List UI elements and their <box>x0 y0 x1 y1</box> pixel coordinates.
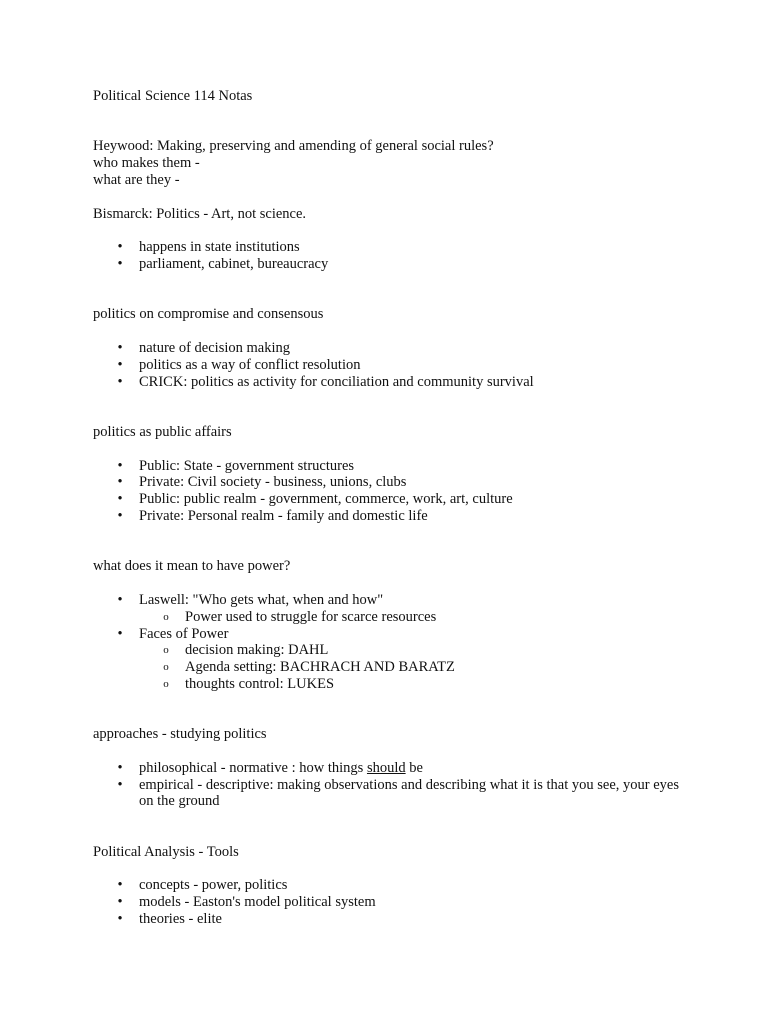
list-item: • theories - elite <box>93 911 693 928</box>
heywood-line-3: what are they - <box>93 171 180 188</box>
heywood-line-2: who makes them - <box>93 155 200 172</box>
list-item: • politics as a way of conflict resolution <box>93 357 693 374</box>
bismarck-heading: Bismarck: Politics - Art, not science. <box>93 205 307 222</box>
compromise-list <box>93 340 693 390</box>
bullet-icon: • <box>117 894 123 911</box>
list-item: • Faces of Power o decision making: DAHL o Agenda setting: BACHRACH AND BARATZ o thoughts control: LUKES <box>93 626 693 693</box>
analysis-heading: Political Analysis - Tools <box>93 843 239 860</box>
sub-list-item: o thoughts control: LUKES <box>139 676 693 693</box>
bullet-icon: • <box>117 507 123 524</box>
bullet-icon: • <box>117 877 123 894</box>
bullet-icon: • <box>117 625 123 642</box>
list-item: • empirical - descriptive: making observations and describing what it is that you see, your eyes on the ground <box>93 777 693 811</box>
sub-bullet-icon: o <box>163 661 169 674</box>
sub-bullet-icon: o <box>163 644 169 657</box>
power-heading: what does it mean to have power? <box>93 558 291 575</box>
list-item: • concepts - power, politics <box>93 877 693 894</box>
public-affairs-list <box>93 458 693 525</box>
list-item: • philosophical - normative : how things should be <box>93 760 693 777</box>
page-title: Political Science 114 Notas <box>93 88 253 104</box>
bullet-icon: • <box>117 239 123 256</box>
approaches-heading: approaches - studying politics <box>93 726 267 743</box>
laswell-sublist <box>139 609 693 626</box>
heywood-line-1: Heywood: Making, preserving and amending of general social rules? <box>93 138 494 155</box>
list-item: • Public: public realm - government, commerce, work, art, culture <box>93 491 693 508</box>
bullet-icon: • <box>117 339 123 356</box>
approaches-list <box>93 760 693 810</box>
compromise-heading: politics on compromise and consensous <box>93 306 324 323</box>
list-item: • Private: Civil society - business, unions, clubs <box>93 474 693 491</box>
sub-list-item: o decision making: DAHL <box>139 642 693 659</box>
sub-bullet-icon: o <box>163 610 169 623</box>
list-item: • nature of decision making <box>93 340 693 357</box>
list-item: • Laswell: "Who gets what, when and how" o Power used to struggle for scarce resources <box>93 592 693 626</box>
list-item: • CRICK: politics as activity for conciliation and community survival <box>93 374 693 391</box>
faces-sublist <box>139 642 693 692</box>
list-item: • Private: Personal realm - family and domestic life <box>93 508 693 525</box>
bullet-icon: • <box>117 373 123 390</box>
list-item: • Public: State - government structures <box>93 458 693 475</box>
bullet-icon: • <box>117 776 123 793</box>
sub-list-item: o Agenda setting: BACHRACH AND BARATZ <box>139 659 693 676</box>
bismarck-list <box>93 239 693 273</box>
sub-bullet-icon: o <box>163 677 169 690</box>
power-list <box>93 592 693 693</box>
bullet-icon: • <box>117 759 123 776</box>
bullet-icon: • <box>117 591 123 608</box>
analysis-list <box>93 877 693 927</box>
sub-list-item: o Power used to struggle for scarce resources <box>139 609 693 626</box>
document-page <box>93 88 693 928</box>
bullet-icon: • <box>117 255 123 272</box>
bullet-icon: • <box>117 911 123 928</box>
list-item: • models - Easton's model political system <box>93 894 693 911</box>
bullet-icon: • <box>117 474 123 491</box>
public-affairs-heading: politics as public affairs <box>93 423 232 440</box>
list-item: • happens in state institutions <box>93 239 693 256</box>
bullet-icon: • <box>117 356 123 373</box>
underlined-word: should <box>366 759 406 776</box>
list-item: • parliament, cabinet, bureaucracy <box>93 256 693 273</box>
bullet-icon: • <box>117 457 123 474</box>
bullet-icon: • <box>117 491 123 508</box>
